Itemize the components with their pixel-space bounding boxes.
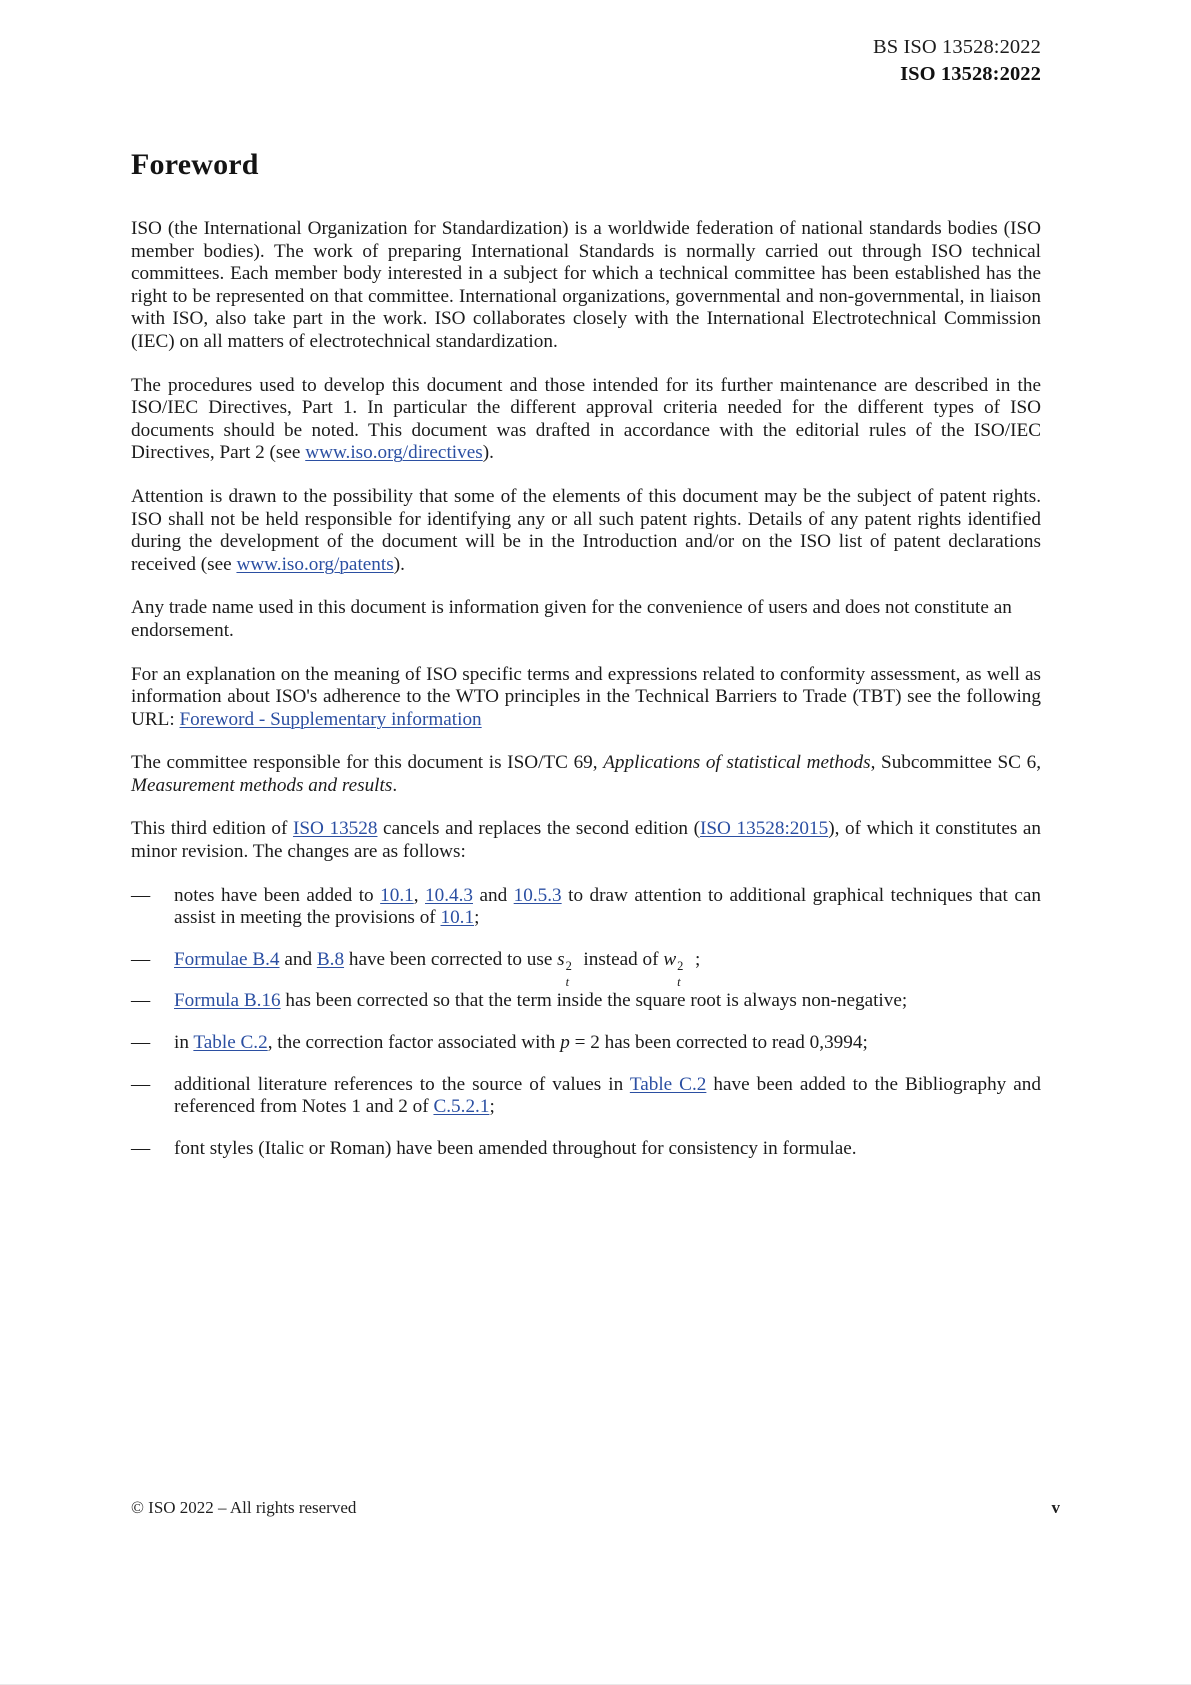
cross-reference-link[interactable]: 10.1 <box>380 884 414 906</box>
paragraph-procedures <box>131 375 1041 465</box>
cross-reference-link[interactable]: Table C.2 <box>629 1073 707 1095</box>
copyright-notice: © ISO 2022 – All rights reserved <box>131 1498 357 1517</box>
change-item-text: = 2 has been corrected to read 0,3994; <box>569 1032 868 1054</box>
cross-reference-link[interactable]: B.8 <box>316 948 345 970</box>
cross-reference-link[interactable]: 10.4.3 <box>425 884 473 906</box>
link-foreword-supplementary-information[interactable]: Foreword - Supplementary information <box>179 708 482 730</box>
change-item-text: have been added to the Bibliography and referenced from Notes 1 and 2 of <box>174 1073 1041 1118</box>
committee-title-2: Measurement methods and results <box>131 774 393 796</box>
link-iso-13528[interactable]: ISO 13528 <box>292 818 378 840</box>
change-item-text: ; <box>474 907 480 929</box>
paragraph-trade-name <box>131 597 1041 642</box>
math-expression <box>557 948 578 989</box>
paragraph-text-tail: ), of which it constitutes an minor revision. The changes are as follows: <box>131 818 1042 863</box>
cross-reference-link[interactable]: 10.1 <box>440 907 475 929</box>
change-list-item <box>131 1138 1041 1161</box>
math-variable: p <box>560 1032 570 1054</box>
paragraph-text: Any trade name used in this document is information given for the convenience of users and does not constitute an endorsement. <box>131 597 1012 641</box>
link-iso-13528-2015[interactable]: ISO 13528:2015 <box>700 818 829 840</box>
paragraph-edition-history <box>131 818 1041 863</box>
paragraph-text-tail: ). <box>393 553 405 575</box>
cross-reference-link[interactable]: 10.5.3 <box>513 884 562 906</box>
page-footer <box>131 1498 1060 1518</box>
paragraph-text: Attention is drawn to the possibility that some of the elements of this document may be the subject of patent rights. ISO shall not be held responsible for identifying any or all such patent rights. Details of any patent rights identified during the development of the document will be in the Introduction and/or on the ISO list of patent declarations received (see <box>131 485 1041 575</box>
paragraph-conformity-assessment <box>131 664 1041 732</box>
paragraph-patent-rights <box>131 486 1041 576</box>
cross-reference-link[interactable]: Formulae B.4 <box>174 948 280 970</box>
change-item-text: , <box>413 884 426 906</box>
change-item-text: to draw attention to additional graphical techniques that can assist in meeting the provisions of <box>174 884 1041 929</box>
change-item-text: and <box>472 884 514 906</box>
change-item-text: have been corrected to use <box>344 948 558 970</box>
paragraph-text-mid: cancels and replaces the second edition ( <box>377 818 700 840</box>
change-item-text: ; <box>489 1096 495 1118</box>
em-dash-bullet: — <box>131 1032 151 1054</box>
change-item-text: and <box>279 948 317 970</box>
math-base: s <box>557 948 565 970</box>
change-item-text: in <box>174 1032 194 1054</box>
change-item-text: additional literature references to the source of values in <box>174 1073 630 1095</box>
paragraph-committee <box>131 752 1041 797</box>
header-bs-designation: BS ISO 13528:2022 <box>872 36 1041 58</box>
change-list-item <box>131 1032 1041 1055</box>
em-dash-bullet: — <box>131 1137 151 1159</box>
change-item-text: font styles (Italic or Roman) have been amended throughout for consistency in formulae. <box>174 1137 857 1159</box>
change-list-item <box>131 885 1041 930</box>
math-subscript: t <box>565 974 570 989</box>
paragraph-text: ISO (the International Organization for Standardization) is a worldwide federation of national standards bodies (ISO member bodies). The work of preparing International Standards is normally carried out through ISO technical committees. Each member body interested in a subject for which a technical committee has been established has the right to be represented on that committee. International organizations, governmental and non-governmental, in liaison with ISO, also take part in the work. ISO collaborates closely with the International Electrotechnical Commission (IEC) on all matters of electrotechnical standardization. <box>131 218 1041 352</box>
paragraph-iso-description <box>131 218 1041 354</box>
page-number: v <box>1051 1498 1060 1517</box>
link-iso-patents[interactable]: www.iso.org/patents <box>236 553 394 575</box>
change-item-text: ; <box>690 948 701 970</box>
paragraph-text: This third edition of <box>131 818 293 840</box>
paragraph-text-tail: . <box>392 774 398 796</box>
math-superscript: 2 <box>565 958 572 973</box>
running-header <box>873 34 1041 87</box>
change-list-item <box>131 990 1041 1013</box>
page-title: Foreword <box>131 148 259 181</box>
link-iso-directives[interactable]: www.iso.org/directives <box>305 442 483 464</box>
paragraph-text: The committee responsible for this document is ISO/TC 69, <box>131 752 604 774</box>
paragraph-text: The procedures used to develop this document and those intended for its further maintenance are described in the ISO/IEC Directives, Part 1. In particular the different approval criteria needed for the different types of ISO documents should be noted. This document was drafted in accordance with the editorial rules of the ISO/IEC Directives, Part 2 (see <box>131 374 1041 464</box>
em-dash-bullet: — <box>131 990 151 1012</box>
paragraph-text-mid: , Subcommittee SC 6, <box>870 752 1041 774</box>
page-content <box>131 148 1041 1179</box>
change-item-text: , the correction factor associated with <box>267 1032 561 1054</box>
change-list-item <box>131 1074 1041 1119</box>
cross-reference-link[interactable]: C.5.2.1 <box>433 1096 490 1118</box>
math-superscript: 2 <box>677 958 684 973</box>
em-dash-bullet: — <box>131 948 151 970</box>
cross-reference-link[interactable]: Table C.2 <box>193 1032 268 1054</box>
paragraph-text: For an explanation on the meaning of ISO specific terms and expressions related to conformity assessment, as well as information about ISO's adherence to the WTO principles in the Technical Barriers to Trade (TBT) see the following URL: <box>131 663 1041 730</box>
cross-reference-link[interactable]: Formula B.16 <box>174 990 281 1012</box>
math-base: w <box>663 948 677 970</box>
committee-title-1: Applications of statistical methods <box>603 752 871 774</box>
change-item-text: has been corrected so that the term inside the square root is always non-negative; <box>280 990 908 1012</box>
math-subscript: t <box>677 974 681 989</box>
change-item-text: instead of <box>578 948 664 970</box>
em-dash-bullet: — <box>131 1073 151 1095</box>
paragraph-text-tail: ). <box>482 442 494 464</box>
change-item-text: notes have been added to <box>174 884 381 906</box>
math-expression <box>663 948 690 989</box>
em-dash-bullet: — <box>131 884 151 906</box>
changes-list <box>131 885 1041 1161</box>
header-iso-designation: ISO 13528:2022 <box>900 62 1041 85</box>
change-list-item <box>131 948 1041 989</box>
